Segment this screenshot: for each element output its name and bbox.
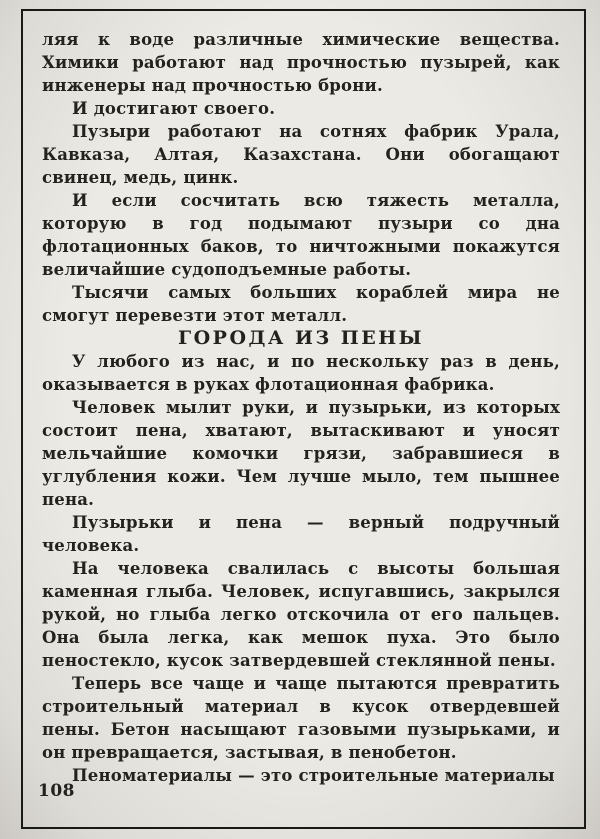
paragraph: На человека свалилась с высоты большая каменная глыба. Человек, испугавшись, закрылся рукой, но глыба легко отскочила от его пальцев. Она была легка, как мешок пуха. Это было пеностекло, кусок затвердевшей стеклянной пены. [42,559,560,670]
paragraph: Человек мылит руки, и пузырьки, из которых состоит пена, хватают, вытаскивают и уносят мельчайшие комочки грязи, забравшиеся в углубления кожи. Чем лучше мыло, тем пышнее пена. [42,398,560,509]
paragraph: ляя к воде различные химические вещества. Химики работают над прочностью пузырей, как инженеры над прочностью брони. [42,30,560,95]
paragraph: Тысячи самых больших кораблей мира не смогут перевезти этот металл. [42,283,560,325]
paragraph: И если сосчитать всю тяжесть металла, которую в год подымают пузыри со дна флотационных баков, то ничтожными покажутся величайшие судоподъемные работы. [42,191,560,279]
paragraph: Теперь все чаще и чаще пытаются превратить строительный материал в кусок отвердевшей пены. Бетон насыщают газовыми пузырьками, и он превращается, застывая, в пенобетон. [42,674,560,762]
section-heading: ГОРОДА ИЗ ПЕНЫ [178,327,424,349]
paragraph: И достигают своего. [72,99,276,118]
paragraph: У любого из нас, и по нескольку раз в день, оказывается в руках флотационная фабрика. [42,352,560,394]
page-number: 108 [38,781,75,801]
paragraph: Пузырьки и пена — верный подручный человека. [42,513,560,555]
text-block [42,28,560,787]
paragraph: Пеноматериалы — это строительные материалы [72,766,555,785]
paragraph: Пузыри работают на сотнях фабрик Урала, Кавказа, Алтая, Казахстана. Они обогащают свинец, медь, цинк. [42,122,560,187]
